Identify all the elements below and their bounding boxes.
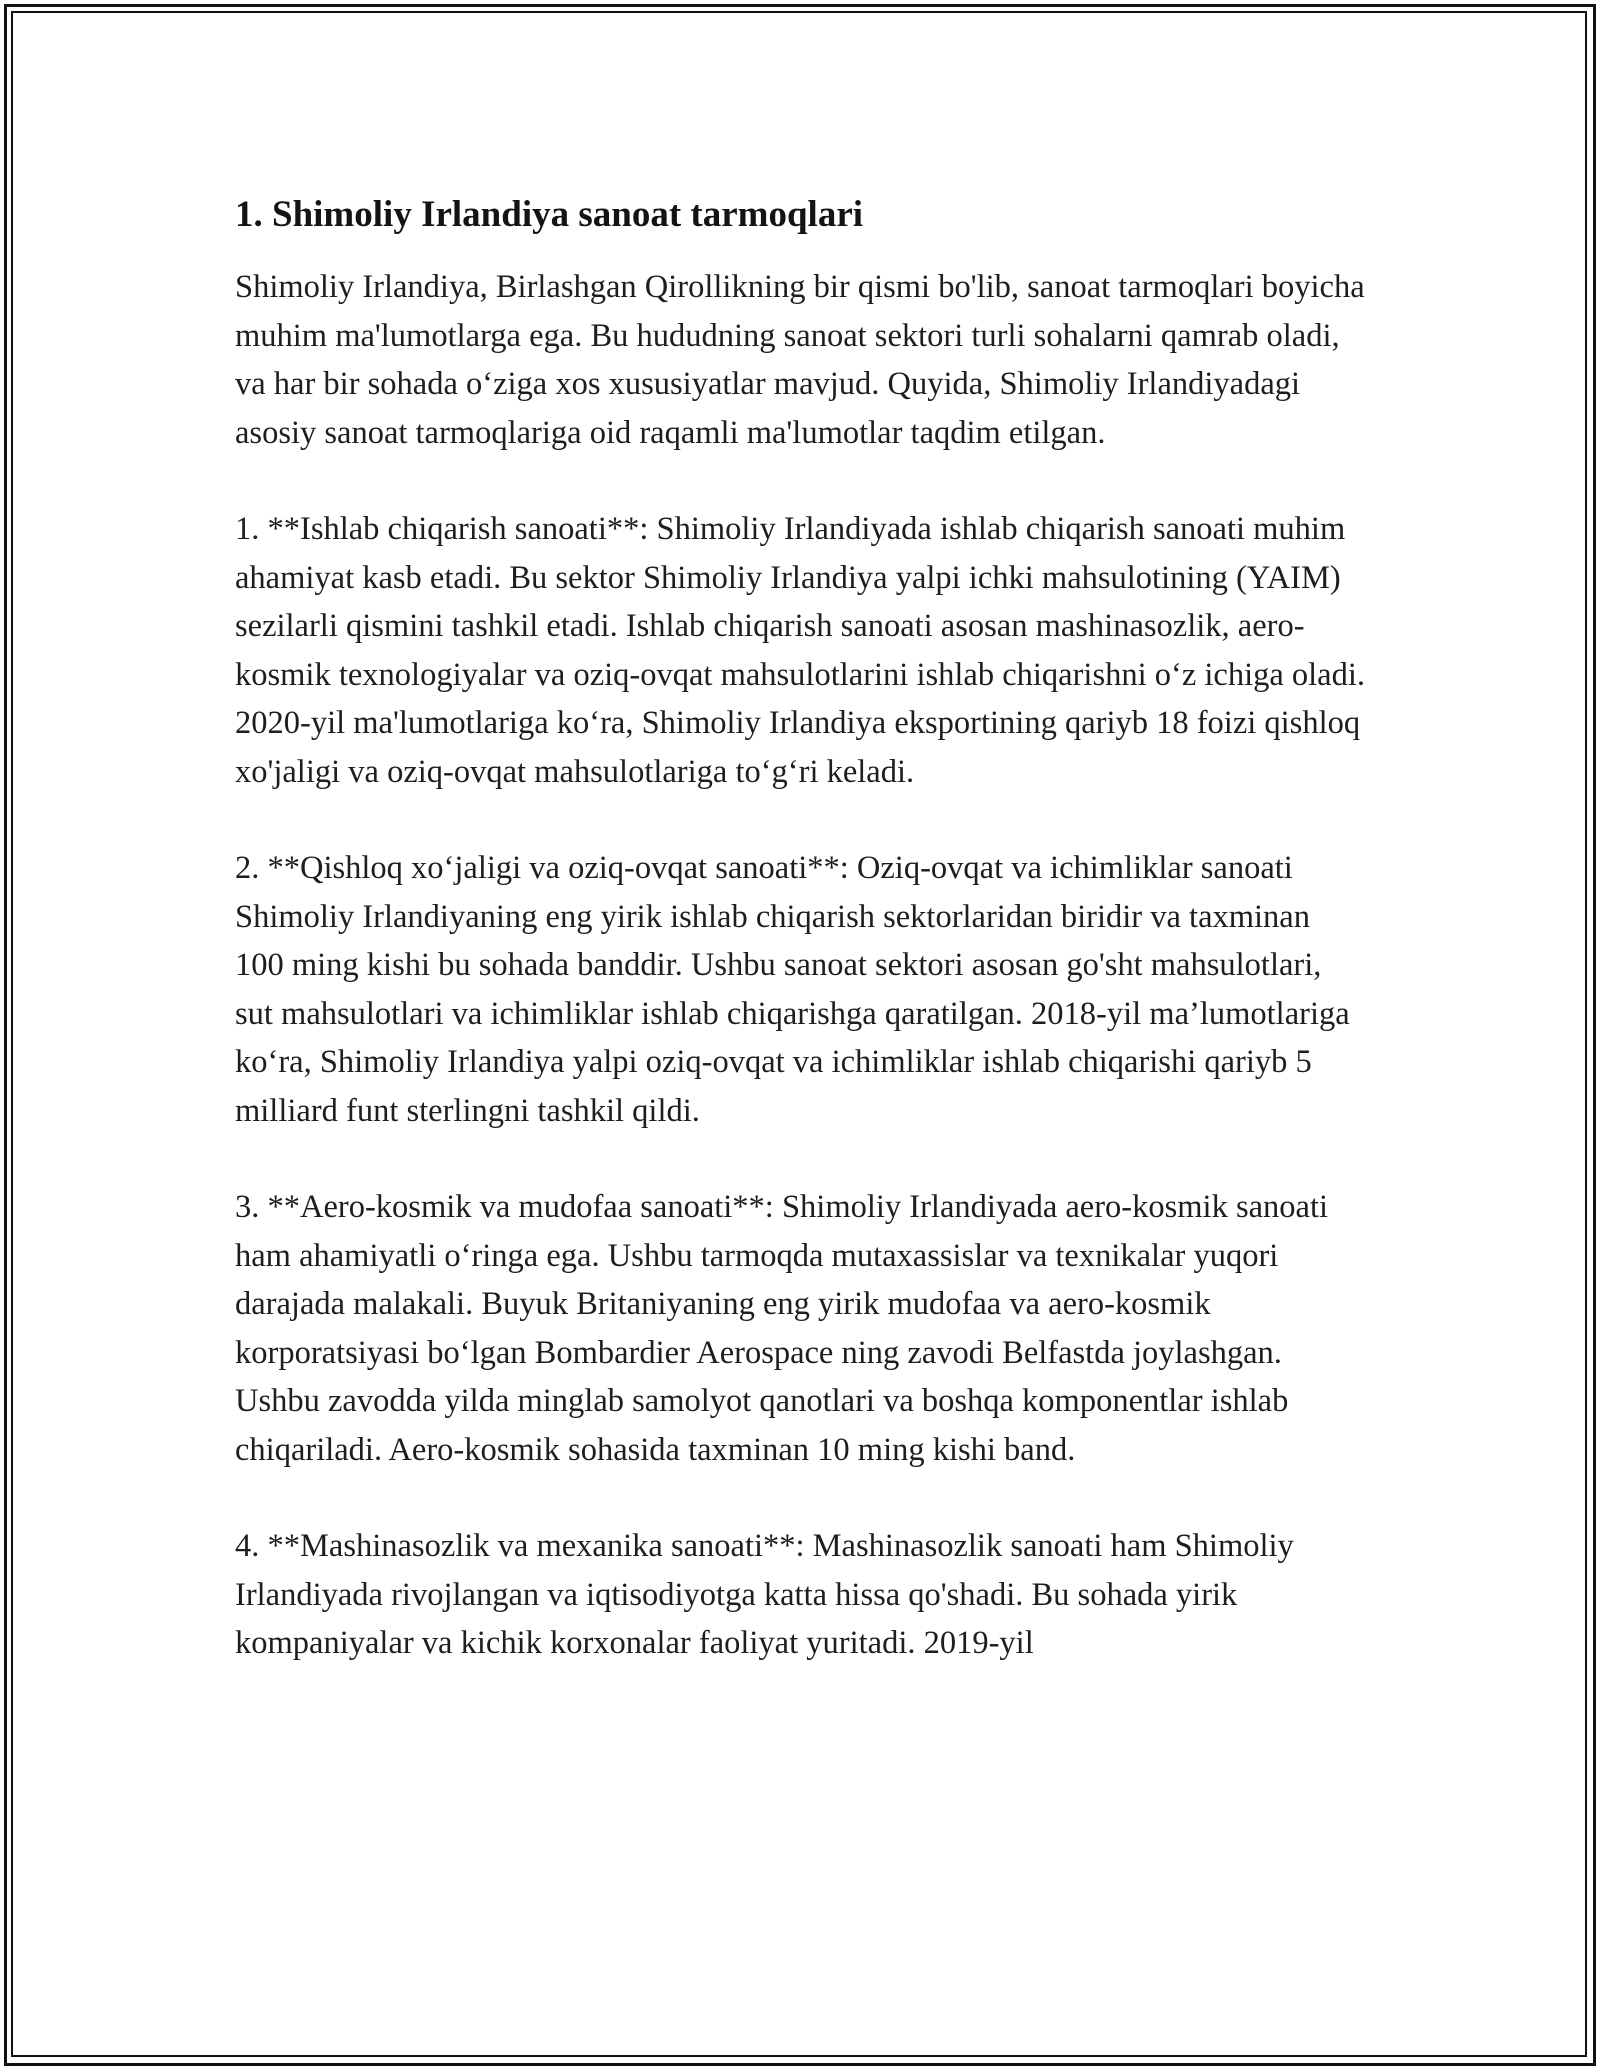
intro-paragraph: Shimoliy Irlandiya, Birlashgan Qirollikning bir qismi bo'lib, sanoat tarmoqlari boyicha muhim ma'lumotlarga ega. Bu hududning sanoat sektori turli sohalarni qamrab oladi, va har bir sohada o‘ziga xos xususiyatlar mavjud. Quyida, Shimoliy Irlandiyadagi asosiy sanoat tarmoqlariga oid raqamli ma'lumotlar taqdim etilgan. xyxy=(235,269,1365,451)
document-title: 1. Shimoliy Irlandiya sanoat tarmoqlari xyxy=(235,194,864,235)
paragraph-manufacturing: 1. **Ishlab chiqarish sanoati**: Shimoliy Irlandiyada ishlab chiqarish sanoati muhim ahamiyat kasb etadi. Bu sektor Shimoliy Irlandiya yalpi ichki mahsulotining (YAIM) sezilarli qismini tashkil etadi. Ishlab chiqarish sanoati asosan mashinasozlik, aero-kosmik texnologiyalar va oziq-ovqat mahsulotlarini ishlab chiqarishni o‘z ichiga oladi. 2020-yil ma'lumotlariga ko‘ra, Shimoliy Irlandiya eksportining qariyb 18 foizi qishloq xo'jaligi va oziq-ovqat mahsulotlariga to‘g‘ri keladi. xyxy=(235,511,1366,790)
paragraph-aerospace-defense: 3. **Aero-kosmik va mudofaa sanoati**: Shimoliy Irlandiyada aero-kosmik sanoati ham ahamiyatli o‘ringa ega. Ushbu tarmoqda mutaxassislar va texnikalar yuqori darajada malakali. Buyuk Britaniyaning eng yirik mudofaa va aero-kosmik korporatsiyasi bo‘lgan Bombardier Aerospace ning zavodi Belfastda joylashgan. Ushbu zavodda yilda minglab samolyot qanotlari va boshqa komponentlar ishlab chiqariladi. Aero-kosmik sohasida taxminan 10 ming kishi band. xyxy=(235,1189,1329,1468)
paragraph-machine-building: 4. **Mashinasozlik va mexanika sanoati**: Mashinasozlik sanoati ham Shimoliy Irlandiyada rivojlangan va iqtisodiyotga katta hissa qo'shadi. Bu sohada yirik kompaniyalar va kichik korxonalar faoliyat yuritadi. 2019-yil xyxy=(235,1528,1294,1661)
paragraph-agriculture-food: 2. **Qishloq xo‘jaligi va oziq-ovqat sanoati**: Oziq-ovqat va ichimliklar sanoati Shimoliy Irlandiyaning eng yirik ishlab chiqarish sektorlaridan biridir va taxminan 100 ming kishi bu sohada banddir. Ushbu sanoat sektori asosan go'sht mahsulotlari, sut mahsulotlari va ichimliklar ishlab chiqarishga qaratilgan. 2018-yil ma’lumotlariga ko‘ra, Shimoliy Irlandiya yalpi oziq-ovqat va ichimliklar ishlab chiqarishi qariyb 5 milliard funt sterlingni tashkil qildi. xyxy=(235,850,1350,1129)
document-body xyxy=(235,188,1365,1668)
